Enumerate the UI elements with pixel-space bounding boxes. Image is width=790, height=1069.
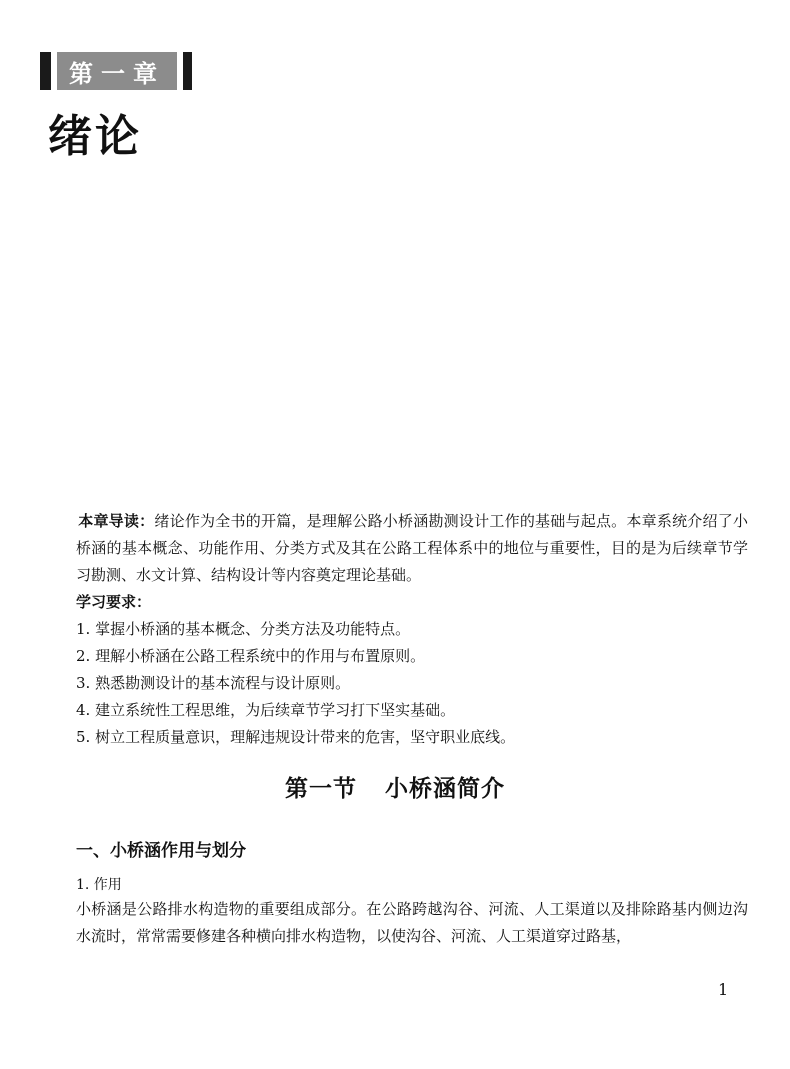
chapter-guide — [76, 508, 748, 589]
requirements-label: 学习要求： — [76, 593, 152, 611]
requirement-item: 3. 熟悉勘测设计的基本流程与设计原则。 — [76, 674, 351, 692]
requirement-item: 2. 理解小桥涵在公路工程系统中的作用与布置原则。 — [76, 647, 426, 665]
body-paragraph: 小桥涵是公路排水构造物的重要组成部分。在公路跨越沟谷、河流、人工渠道以及排除路基内侧边沟水流时，常常需要修建各种横向排水构造物，以使沟谷、河流、人工渠道穿过路基， — [76, 900, 748, 945]
section-heading — [0, 770, 790, 803]
page-number: 1 — [718, 980, 729, 999]
requirement-item: 4. 建立系统性工程思维，为后续章节学习打下坚实基础。 — [76, 701, 456, 719]
chapter-label-box — [57, 52, 177, 90]
requirements-list — [76, 616, 748, 751]
guide-label: 本章导读： — [78, 512, 155, 530]
item-label: 1. 作用 — [76, 877, 122, 893]
requirement-item: 5. 树立工程质量意识，理解违规设计带来的危害，坚守职业底线。 — [76, 728, 516, 746]
chapter-banner-left-bar — [40, 52, 51, 90]
guide-text: 绪论作为全书的开篇，是理解公路小桥涵勘测设计工作的基础与起点。本章系统介绍了小桥涵的基本概念、功能作用、分类方式及其在公路工程体系中的地位与重要性，目的是为后续章节学习勘测、水文计算、结构设计等内容奠定理论基础。 — [76, 512, 748, 584]
chapter-label: 第一章 — [69, 59, 165, 88]
chapter-intro — [76, 508, 748, 751]
chapter-banner — [40, 52, 192, 90]
subsection-title: 一、小桥涵作用与划分 — [76, 841, 246, 861]
section-title: 小桥涵简介 — [385, 775, 505, 802]
requirement-item: 1. 掌握小桥涵的基本概念、分类方法及功能特点。 — [76, 620, 411, 638]
chapter-title: 绪论 — [48, 111, 142, 162]
chapter-banner-right-bar — [183, 52, 192, 90]
section-number: 第一节 — [285, 775, 357, 802]
